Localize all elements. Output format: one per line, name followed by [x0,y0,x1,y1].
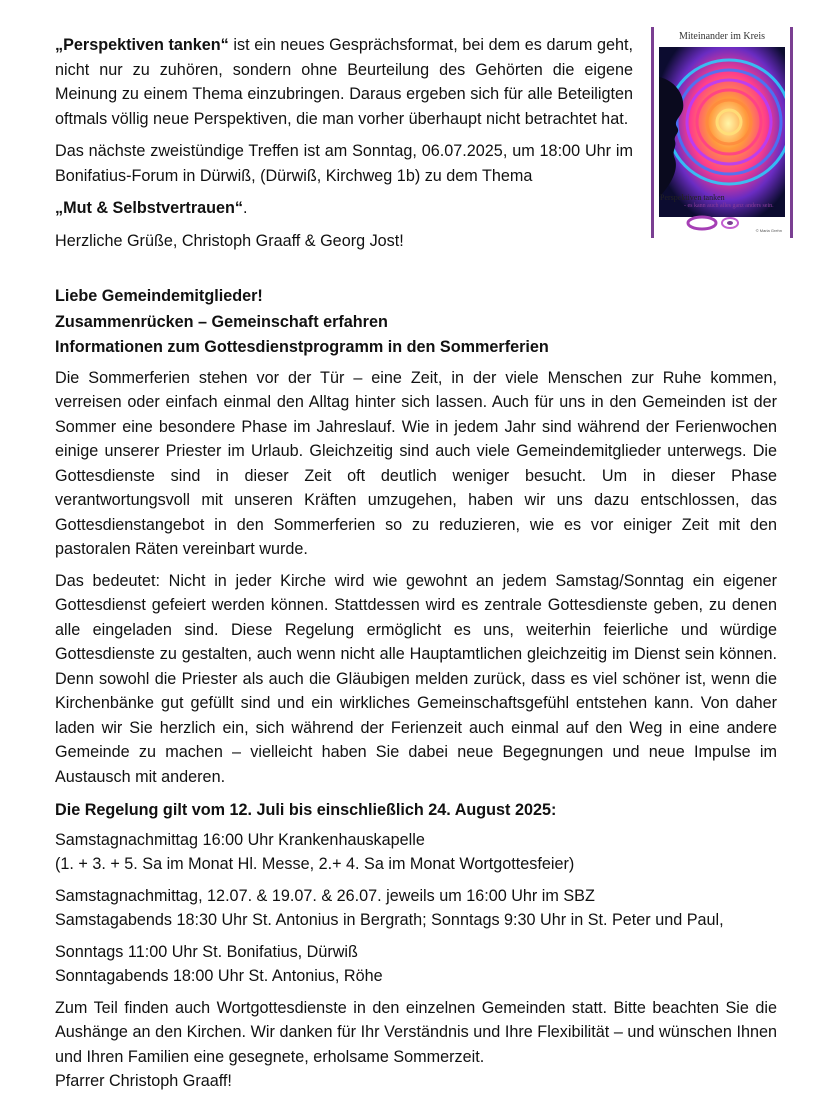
closing-paragraph: Zum Teil finden auch Wortgottesdienste in den einzelnen Gemeinden statt. Bitte beachten Sie die Aushänge an den Kirchen. Wir danken für Ihr Verständnis und Ihre Flexibilität – und wünschen Ihnen und Ihren Familien eine gesegnete, erholsame Sommerzeit. [55,998,777,1066]
schedule-line: Sonntagabends 18:00 Uhr St. Antonius, Röhe [55,967,383,985]
cover-copyright: © Maria Grehn [755,228,782,233]
meeting-topic: „Mut & Selbstvertrauen“ [55,199,243,217]
cover-artwork [659,47,785,217]
cover-subtitle-block [660,193,786,211]
intro-paragraph [55,33,633,131]
rule-heading: Die Regelung gilt vom 12. Juli bis einschließlich 24. August 2025: [55,801,557,819]
intro-section [55,33,633,253]
article-headings [55,284,777,361]
salutation-heading: Liebe Gemeindemitglieder! [55,287,263,305]
meeting-paragraph [55,139,633,188]
service-schedule [55,828,777,989]
intro-text: ist ein neues Gesprächsformat, bei dem es darum geht, nicht nur zu zuhören, sondern ohne Beurteilung des Gehörten die eigene Meinung zu einem Thema einzubringen. Daraus ergeben sich für alle Beteiligten oftmals völlig neue Perspektiven, die man vorher überhaupt nicht betrachtet hat. [55,36,633,128]
subtitle-heading: Zusammenrücken – Gemeinschaft erfahren [55,312,388,331]
signature: Pfarrer Christoph Graaff! [55,1072,232,1090]
greeting: Herzliche Grüße, Christoph Graaff & Georg Jost! [55,231,404,250]
topic-heading: Informationen zum Gottesdienstprogramm in den Sommerferien [55,338,549,356]
schedule-line: (1. + 3. + 5. Sa im Monat Hl. Messe, 2.+ 4. Sa im Monat Wortgottesfeier) [55,855,575,873]
format-name: „Perspektiven tanken“ [55,36,229,54]
spiral-face-artwork [659,47,785,217]
meaning-paragraph: Das bedeutet: Nicht in jeder Kirche wird wie gewohnt an jedem Samstag/Sonntag ein eigener Gottesdienst gefeiert werden können. Stattdessen wird es zentrale Gottesdienste geben, zu denen alle eingeladen sind. Diese Regelung ermöglicht es uns, weiterhin feierliche und würdige Gottesdienste zu gestalten, auch wenn nicht alle Hauptamtlichen gleichzeitig im Dienst sein können. Denn sowohl die Priester als auch die Gläubigen melden zurück, dass es viel schöner ist, wenn die Kirchenbänke gut gefüllt sind und ein wirkliches Gemeinschaftsgefühl entstehen kann. Von daher laden wir Sie herzlich ein, sich während der Ferienzeit auch einmal auf den Weg in eine andere Gemeinde zu machen – vielleicht haben Sie dabei neue Begegnungen und neue Impulse im Austausch mit anderen. [55,571,777,786]
summer-paragraph: Die Sommerferien stehen vor der Tür – eine Zeit, in der viele Menschen zur Ruhe kommen, verreisen oder einfach einmal den Alltag hinter sich lassen. Auch für uns in den Gemeinden ist der Sommer eine besondere Phase im Jahreslauf. Wie in jedem Jahr sind während der Ferienwochen einige unserer Priester im Urlaub. Gleichzeitig sind auch viele Gemeindemitglieder unterwegs. Die Gottesdienste sind in dieser Zeit oft deutlich weniger besucht. Um in dieser Phase verantwortungsvoll mit unseren Kräften umzugehen, haben wir uns dazu entschlossen, das Gottesdienstangebot in den Sommerferien so zu reduzieren, wie es vor einiger Zeit mit den pastoralen Räten vereinbart wurde. [55,368,777,558]
topic-punctuation: . [243,199,248,217]
cover-title: Miteinander im Kreis [678,31,766,42]
cover-tagline: - es kann auch alles ganz anders sein. [684,203,774,209]
cover-subtitle: Perspektiven tanken [660,193,725,202]
book-cover-image [651,27,793,238]
schedule-line: Samstagnachmittag, 12.07. & 19.07. & 26.07. jeweils um 16:00 Uhr im SBZ [55,886,595,905]
meeting-text: Das nächste zweistündige Treffen ist am Sonntag, 06.07.2025, um 18:00 Uhr im Bonifatius-Forum in Dürwiß, (Dürwiß, Kirchweg 1b) zu dem Thema [55,142,633,185]
main-article [55,284,777,1094]
meeting-topic-line [55,196,633,221]
schedule-line: Sonntags 11:00 Uhr St. Bonifatius, Dürwiß [55,942,358,961]
schedule-line: Samstagabends 18:30 Uhr St. Antonius in Bergrath; Sonntags 9:30 Uhr in St. Peter und Paul, [55,911,724,929]
schedule-line: Samstagnachmittag 16:00 Uhr Krankenhauskapelle [55,830,425,849]
